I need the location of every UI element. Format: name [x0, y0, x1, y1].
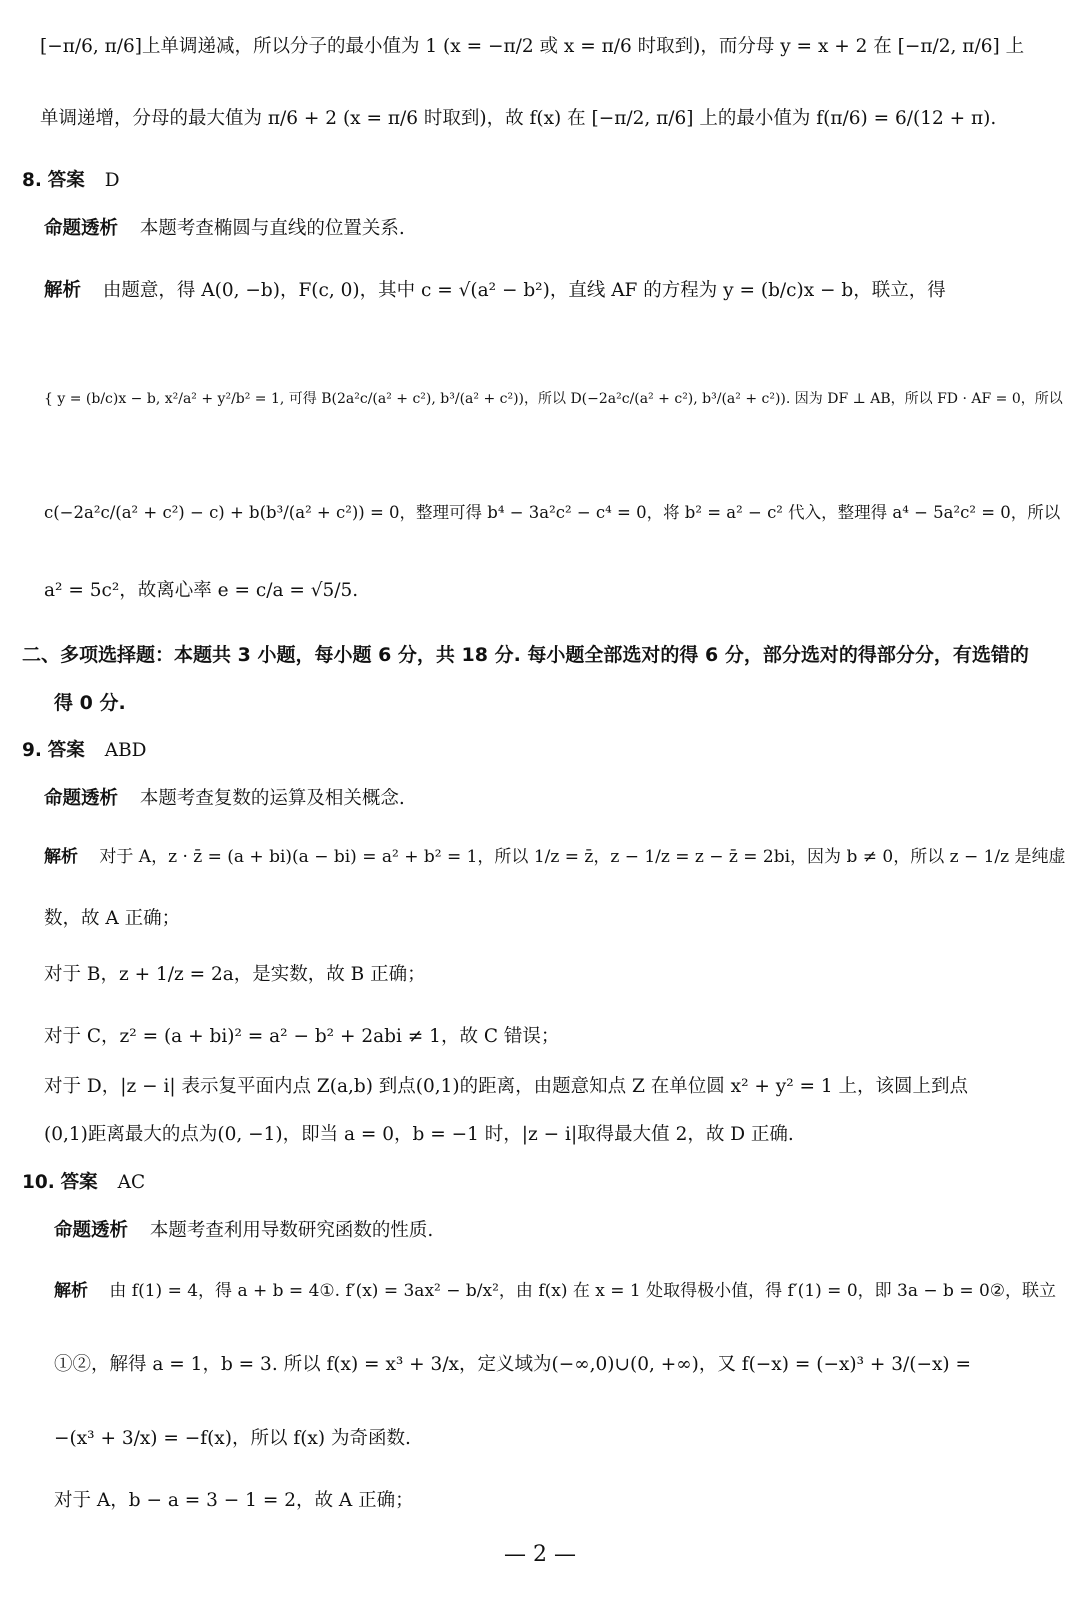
analysis-line [54, 1218, 433, 1244]
analysis-text: 本题考查利用导数研究函数的性质. [149, 1220, 434, 1241]
question-9-header [22, 738, 147, 764]
solution-line [44, 278, 946, 304]
answer-label: 答案 [47, 170, 85, 191]
question-8-header [22, 168, 120, 194]
solution-text: 由题意，得 A(0, −b)，F(c, 0)，其中 c = √(a² − b²)，直线 AF 的方程为 y = (b/c)x − b，联立，得 [102, 280, 946, 301]
analysis-line [44, 786, 405, 812]
solution-label: 解析 [44, 847, 78, 867]
question-number: 9. [22, 740, 42, 761]
text-line: −(x³ + 3/x) = −f(x)，所以 f(x) 为奇函数. [54, 1428, 411, 1449]
text-line: c(−2a²c/(a² + c²) − c) + b(b³/(a² + c²)) = 0，整理可得 b⁴ − 3a²c² − c⁴ = 0，将 b² = a² − c² 代入，整理得 a⁴ − 5a²c² = 0，所以 [44, 503, 1061, 522]
solution-label: 解析 [44, 280, 82, 301]
analysis-text: 本题考查复数的运算及相关概念. [139, 788, 405, 809]
analysis-label: 命题透析 [44, 788, 119, 809]
solution-line [54, 1278, 1056, 1304]
text-line: 单调递增，分母的最大值为 π/6 + 2 (x = π/6 时取到)，故 f(x) 在 [−π/2, π/6] 上的最小值为 f(π/6) = 6/(12 + π). [40, 108, 997, 129]
text-line: 对于 A，b − a = 3 − 1 = 2，故 A 正确； [54, 1490, 414, 1511]
analysis-label: 命题透析 [54, 1220, 129, 1241]
answer-value: D [104, 170, 120, 191]
solution-text: 由 f(1) = 4，得 a + b = 4①. f′(x) = 3ax² − b/x²，由 f(x) 在 x = 1 处取得极小值，得 f′(1) = 0，即 3a − b = 0②，联立 [109, 1281, 1057, 1301]
answer-value: ABD [104, 740, 147, 761]
answer-label: 答案 [60, 1172, 98, 1193]
text-line: [−π/6, π/6]上单调递减，所以分子的最小值为 1 (x = −π/2 或 x = π/6 时取到)，而分母 y = x + 2 在 [−π/2, π/6] 上 [40, 36, 1025, 57]
analysis-line [44, 216, 405, 242]
question-10-header [22, 1170, 145, 1196]
text-line: 数，故 A 正确； [44, 908, 181, 929]
text-line: 对于 D，|z − i| 表示复平面内点 Z(a,b) 到点(0,1)的距离，由题意知点 Z 在单位圆 x² + y² = 1 上，该圆上到点 [44, 1076, 969, 1097]
answer-value: AC [117, 1172, 146, 1193]
text-line: { y = (b/c)x − b, x²/a² + y²/b² = 1, 可得 B(2a²c/(a² + c²), b³/(a² + c²))，所以 D(−2a²c/(a² + c²), b³/(a² + c²)). 因为 DF ⊥ AB，所以 FD · AF = 0，所以 [44, 391, 1063, 407]
solution-text: 对于 A，z · z̄ = (a + bi)(a − bi) = a² + b² = 1，所以 1/z = z̄，z − 1/z = z − z̄ = 2bi，因为 b ≠ 0，所以 z − 1/z 是纯虚 [99, 847, 1066, 867]
solution-line [44, 844, 1066, 870]
text-line: (0,1)距离最大的点为(0, −1)，即当 a = 0，b = −1 时，|z − i|取得最大值 2，故 D 正确. [44, 1124, 794, 1145]
section-heading: 二、多项选择题：本题共 3 小题，每小题 6 分，共 18 分. 每小题全部选对的得 6 分，部分选对的得部分分，有选错的 [22, 644, 1029, 666]
text-line: a² = 5c²，故离心率 e = c/a = √5/5. [44, 580, 359, 601]
text-line: 对于 C，z² = (a + bi)² = a² − b² + 2abi ≠ 1，故 C 错误； [44, 1026, 560, 1047]
page-number: — 2 — [504, 1542, 576, 1567]
question-number: 8. [22, 170, 42, 191]
question-number: 10. [22, 1172, 55, 1193]
section-heading-cont: 得 0 分. [54, 692, 126, 714]
analysis-label: 命题透析 [44, 218, 119, 239]
answer-label: 答案 [47, 740, 85, 761]
text-line: 对于 B，z + 1/z = 2a，是实数，故 B 正确； [44, 964, 426, 985]
text-line: ①②，解得 a = 1，b = 3. 所以 f(x) = x³ + 3/x，定义域为(−∞,0)∪(0, +∞)，又 f(−x) = (−x)³ + 3/(−x) = [54, 1354, 972, 1375]
solution-label: 解析 [54, 1281, 88, 1301]
analysis-text: 本题考查椭圆与直线的位置关系. [139, 218, 405, 239]
